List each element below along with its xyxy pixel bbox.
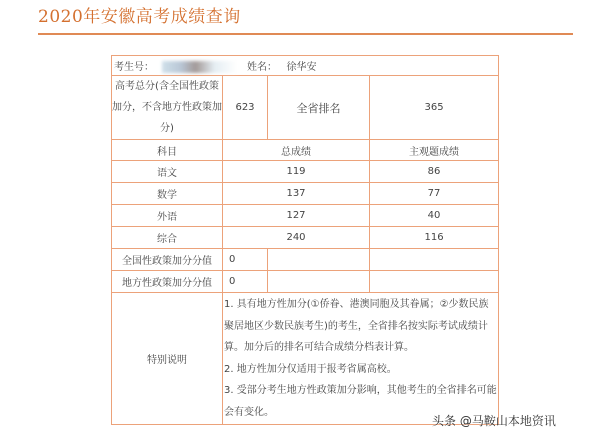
header-total: 总成绩 [223,140,370,161]
subject-subjective: 40 [370,205,499,227]
table-row [112,183,499,205]
note-item: 2. 地方性加分仅适用于报考省属高校。 [224,363,397,375]
header-subject: 科目 [112,140,223,161]
national-bonus-label: 全国性政策加分分值 [112,249,223,271]
header-subjective: 主观题成绩 [370,140,499,161]
subject-subjective: 116 [370,227,499,249]
local-bonus-value: 0 [223,271,268,293]
total-label: 高考总分(含全国性政策加分，不含地方性政策加分) [112,76,223,140]
notes-label: 特别说明 [112,293,223,425]
total-value: 623 [223,76,268,140]
subject-total: 127 [223,205,370,227]
header-row [112,140,499,161]
name-value: 徐华安 [286,62,317,73]
note-item: 1. 具有地方性加分(①侨眷、港澳同胞及其眷属；②少数民族聚居地区少数民族考生)的考生，全省排名按实际考试成绩计算。加分后的排名可结合成绩分档表计算。 [224,299,489,353]
subject-total: 119 [223,161,370,183]
score-table [111,55,499,425]
total-row [112,76,499,140]
title-divider [38,33,573,35]
rank-value: 365 [370,76,499,140]
subject-total: 137 [223,183,370,205]
national-bonus-row [112,249,499,271]
subject-name: 语文 [112,161,223,183]
subject-name: 外语 [112,205,223,227]
subject-subjective: 86 [370,161,499,183]
notes-content [223,293,499,425]
subject-name: 数学 [112,183,223,205]
local-bonus-label: 地方性政策加分分值 [112,271,223,293]
page-title: 2020年安徽高考成绩查询 [38,7,241,27]
watermark: 头条 @马鞍山本地资讯 [432,414,556,428]
subject-subjective: 77 [370,183,499,205]
table-row [112,161,499,183]
student-row [112,56,499,76]
local-bonus-row [112,271,499,293]
name-label: 姓名： [247,62,277,73]
note-item: 3. 受部分考生地方性政策加分影响，其他考生的全省排名可能会有变化。 [224,385,497,418]
subject-total: 240 [223,227,370,249]
notes-row [112,293,499,425]
exam-id-label: 考生号： [114,62,154,73]
table-row [112,227,499,249]
national-bonus-value: 0 [223,249,268,271]
table-row [112,205,499,227]
subject-name: 综合 [112,227,223,249]
exam-id-redacted [162,61,237,73]
rank-label: 全省排名 [268,76,370,140]
